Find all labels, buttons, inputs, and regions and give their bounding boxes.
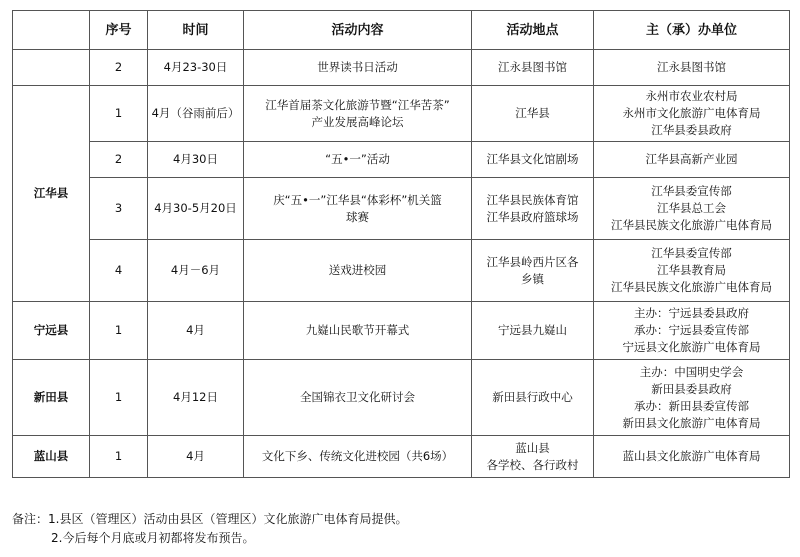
cell-line: 全国锦衣卫文化研讨会 [300, 390, 415, 404]
cell-line: 文化下乡、传统文化进校园（共6场） [261, 449, 454, 463]
header-content: 活动内容 [244, 11, 472, 50]
cell-line: 产业发展高峰论坛 [311, 114, 404, 129]
cell-line: 江永县图书馆 [498, 60, 567, 74]
organizer-cell [594, 240, 790, 302]
header-organizer: 主（承）办单位 [594, 11, 790, 50]
time-cell: 4月30-5月20日 [148, 178, 244, 240]
content-cell [244, 436, 472, 478]
header-place: 活动地点 [472, 11, 594, 50]
content-cell [244, 178, 472, 240]
cell-line: 庆“五•一”江华县“体彩杯”机关篮 [273, 192, 442, 207]
cell-line: 江华县 [515, 106, 550, 120]
cell-line: 承办：宁远县委宣传部 [634, 323, 749, 337]
place-cell [472, 302, 594, 360]
header-seq: 序号 [90, 11, 148, 50]
table-row [13, 302, 790, 360]
organizer-cell [594, 178, 790, 240]
footnote-2: 2.今后每个月底或月初都将发布预告。 [51, 531, 255, 545]
seq-cell: 1 [90, 436, 148, 478]
cell-line: 江华县文化馆剧场 [486, 152, 579, 166]
table-header-row [13, 11, 790, 50]
content-cell [244, 142, 472, 178]
time-cell: 4月12日 [148, 360, 244, 436]
content-cell [244, 302, 472, 360]
cell-line: 永州市文化旅游广电体育局 [622, 106, 761, 120]
place-cell [472, 436, 594, 478]
table-row [13, 86, 790, 142]
organizer-cell [594, 142, 790, 178]
cell-line: 新田县文化旅游广电体育局 [622, 415, 761, 430]
cell-line: 江华县高新产业园 [645, 152, 738, 166]
seq-cell: 1 [90, 360, 148, 436]
place-cell [472, 142, 594, 178]
time-cell: 4月 [148, 436, 244, 478]
place-cell [472, 50, 594, 86]
cell-line: 承办：新田县委宣传部 [634, 398, 749, 413]
county-cell: 江华县 [13, 86, 90, 302]
organizer-cell [594, 302, 790, 360]
table-row [13, 360, 790, 436]
cell-line: 世界读书日活动 [317, 60, 398, 74]
seq-cell: 2 [90, 142, 148, 178]
time-cell: 4月30日 [148, 142, 244, 178]
county-cell: 新田县 [13, 360, 90, 436]
cell-line: 江华县委县政府 [651, 123, 732, 137]
place-cell [472, 178, 594, 240]
table-body [13, 50, 790, 478]
cell-line: 江华县岭西片区各 [486, 254, 579, 269]
county-cell-empty [13, 50, 90, 86]
cell-line: 江华县民族文化旅游广电体育局 [611, 280, 772, 294]
organizer-cell [594, 50, 790, 86]
cell-line: 江华县政府篮球场 [486, 209, 579, 224]
cell-line: 江永县图书馆 [657, 60, 726, 74]
activity-table [12, 10, 790, 478]
cell-line: 江华县委宣传部 [651, 246, 732, 260]
cell-line: 江华县民族文化旅游广电体育局 [611, 218, 772, 232]
content-cell [244, 50, 472, 86]
footnote-1: 备注：1.县区（管理区）活动由县区（管理区）文化旅游广电体育局提供。 [12, 512, 408, 526]
content-cell [244, 240, 472, 302]
cell-line: 江华县教育局 [657, 263, 726, 277]
organizer-cell [594, 360, 790, 436]
cell-line: 新田县行政中心 [492, 390, 573, 404]
seq-cell: 3 [90, 178, 148, 240]
cell-line: 主办：中国明史学会 [639, 364, 744, 379]
time-cell: 4月（谷雨前后） [148, 86, 244, 142]
time-cell: 4月－6月 [148, 240, 244, 302]
cell-line: 乡镇 [521, 271, 544, 286]
content-cell [244, 86, 472, 142]
cell-line: 江华首届茶文化旅游节暨“江华苦茶” [265, 97, 450, 112]
organizer-cell [594, 86, 790, 142]
seq-cell: 1 [90, 86, 148, 142]
county-cell: 宁远县 [13, 302, 90, 360]
place-cell [472, 240, 594, 302]
cell-line: 主办：宁远县委县政府 [634, 306, 749, 320]
cell-line: 江华县委宣传部 [651, 184, 732, 198]
content-cell [244, 360, 472, 436]
cell-line: 球赛 [346, 209, 369, 224]
table-row [13, 240, 790, 302]
county-cell: 蓝山县 [13, 436, 90, 478]
table-row [13, 178, 790, 240]
cell-line: 新田县委县政府 [651, 381, 732, 396]
cell-line: 蓝山县 [515, 440, 550, 455]
header-time: 时间 [148, 11, 244, 50]
cell-line: 送戏进校园 [328, 263, 387, 277]
cell-line: 各学校、各行政村 [486, 457, 579, 472]
cell-line: 江华县民族体育馆 [486, 192, 579, 207]
table-row [13, 436, 790, 478]
time-cell: 4月 [148, 302, 244, 360]
place-cell [472, 360, 594, 436]
seq-cell: 2 [90, 50, 148, 86]
cell-line: 宁远县九嶷山 [498, 323, 567, 337]
cell-line: 江华县总工会 [657, 201, 726, 215]
seq-cell: 1 [90, 302, 148, 360]
cell-line: 九嶷山民歌节开幕式 [305, 323, 410, 337]
place-cell [472, 86, 594, 142]
cell-line: 永州市农业农村局 [645, 89, 738, 103]
table-row [13, 50, 790, 86]
cell-line: 宁远县文化旅游广电体育局 [622, 340, 761, 354]
organizer-cell [594, 436, 790, 478]
cell-line: “五•一”活动 [325, 152, 390, 166]
footnotes [12, 510, 407, 548]
cell-line: 蓝山县文化旅游广电体育局 [622, 449, 761, 463]
seq-cell: 4 [90, 240, 148, 302]
time-cell: 4月23-30日 [148, 50, 244, 86]
table-row [13, 142, 790, 178]
header-county [13, 11, 90, 50]
